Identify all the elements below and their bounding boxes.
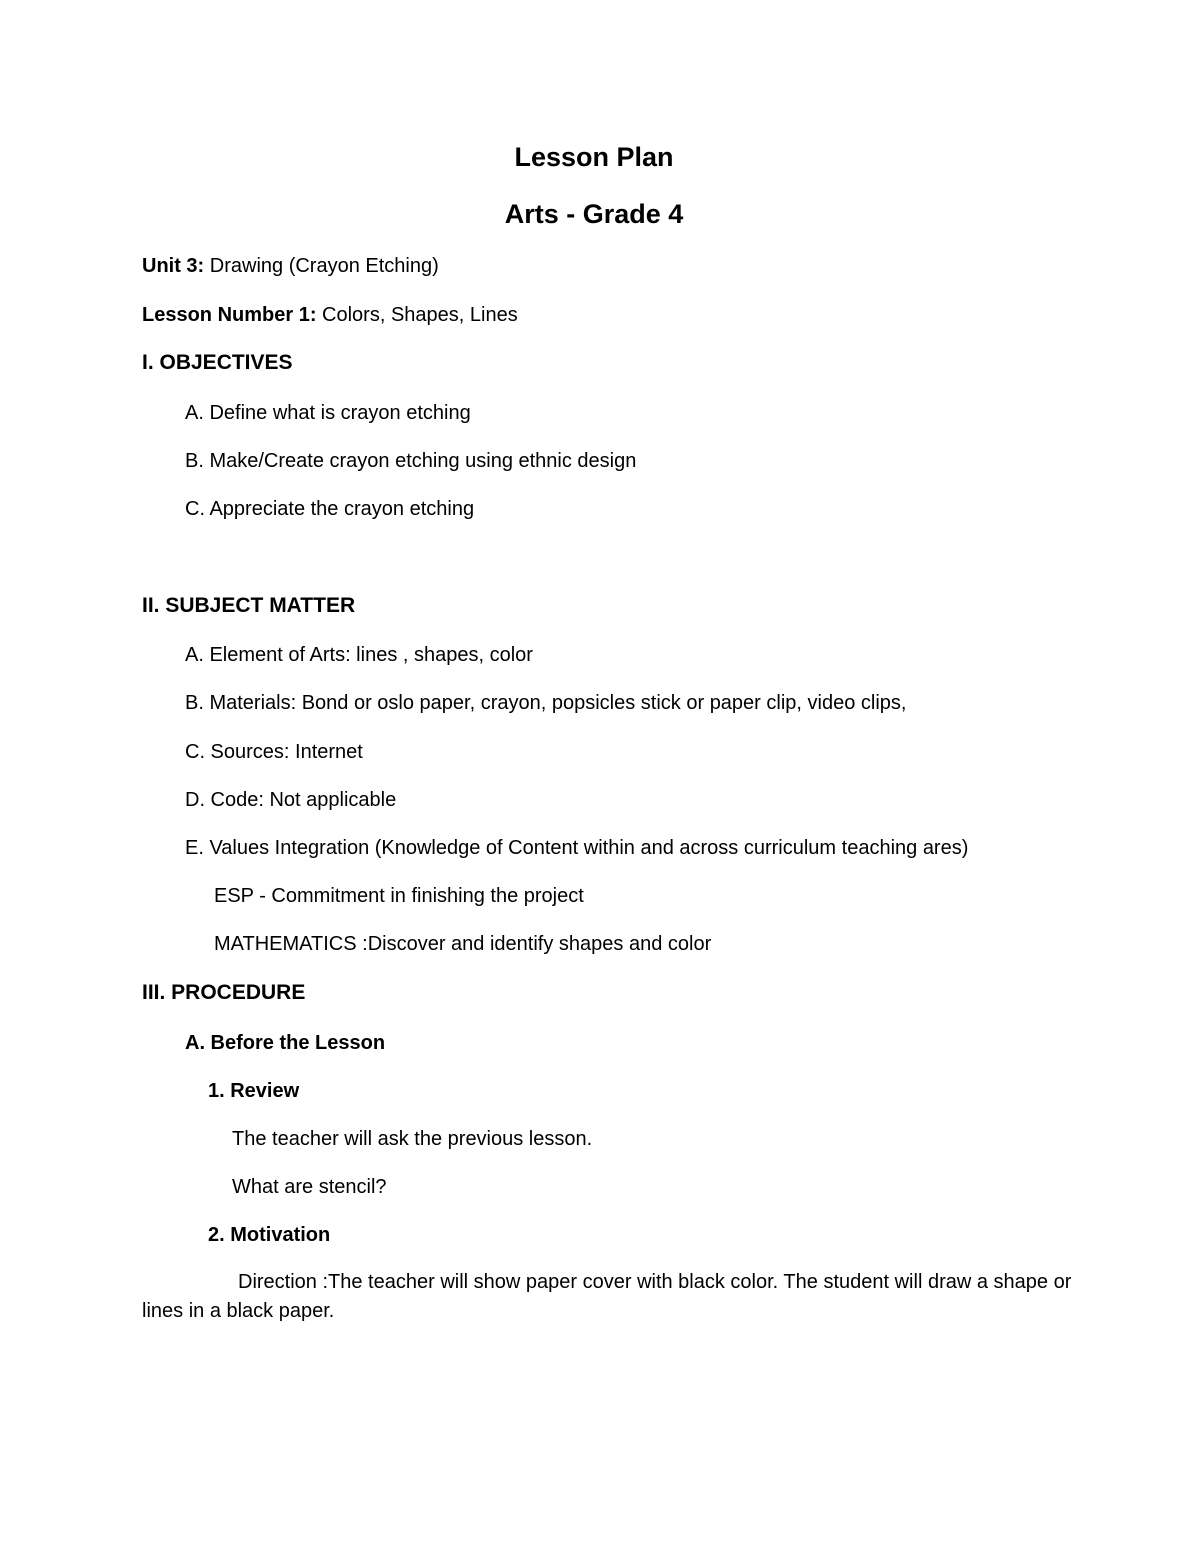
objective-item: A. Define what is crayon etching <box>185 402 471 424</box>
review-line: What are stencil? <box>232 1176 387 1198</box>
procedure-heading: III. PROCEDURE <box>142 981 306 1004</box>
before-lesson-heading: A. Before the Lesson <box>185 1032 386 1054</box>
subject-matter-item: C. Sources: Internet <box>185 741 363 763</box>
subject-matter-item: D. Code: Not applicable <box>185 789 397 811</box>
unit-line <box>142 254 439 278</box>
unit-label: Unit 3: <box>142 255 205 277</box>
values-integration-item: ESP - Commitment in finishing the project <box>214 885 584 907</box>
subject-matter-item: B. Materials: Bond or oslo paper, crayon, popsicles stick or paper clip, video clips, <box>185 692 907 714</box>
lesson-number-label: Lesson Number 1: <box>142 304 317 326</box>
lesson-number-line <box>142 303 518 327</box>
review-heading: 1. Review <box>208 1080 300 1102</box>
lesson-number-value: Colors, Shapes, Lines <box>322 304 518 326</box>
unit-value: Drawing (Crayon Etching) <box>209 255 439 277</box>
motivation-paragraph: Direction :The teacher will show paper cover with black color. The student will draw a shape or lines in a black paper. <box>142 1271 1072 1322</box>
objective-item: C. Appreciate the crayon etching <box>185 498 475 520</box>
review-line: The teacher will ask the previous lesson. <box>232 1128 593 1150</box>
objective-item: B. Make/Create crayon etching using ethnic design <box>185 450 637 472</box>
objectives-heading: I. OBJECTIVES <box>142 351 293 374</box>
subject-matter-item: E. Values Integration (Knowledge of Content within and across curriculum teaching ares) <box>185 837 969 859</box>
motivation-heading: 2. Motivation <box>208 1224 331 1246</box>
values-integration-item: MATHEMATICS :Discover and identify shapes and color <box>214 933 712 955</box>
document-title: Lesson Plan <box>514 142 674 172</box>
document-subtitle: Arts - Grade 4 <box>504 199 684 229</box>
subject-matter-heading: II. SUBJECT MATTER <box>142 594 356 617</box>
subject-matter-item: A. Element of Arts: lines , shapes, color <box>185 644 533 666</box>
